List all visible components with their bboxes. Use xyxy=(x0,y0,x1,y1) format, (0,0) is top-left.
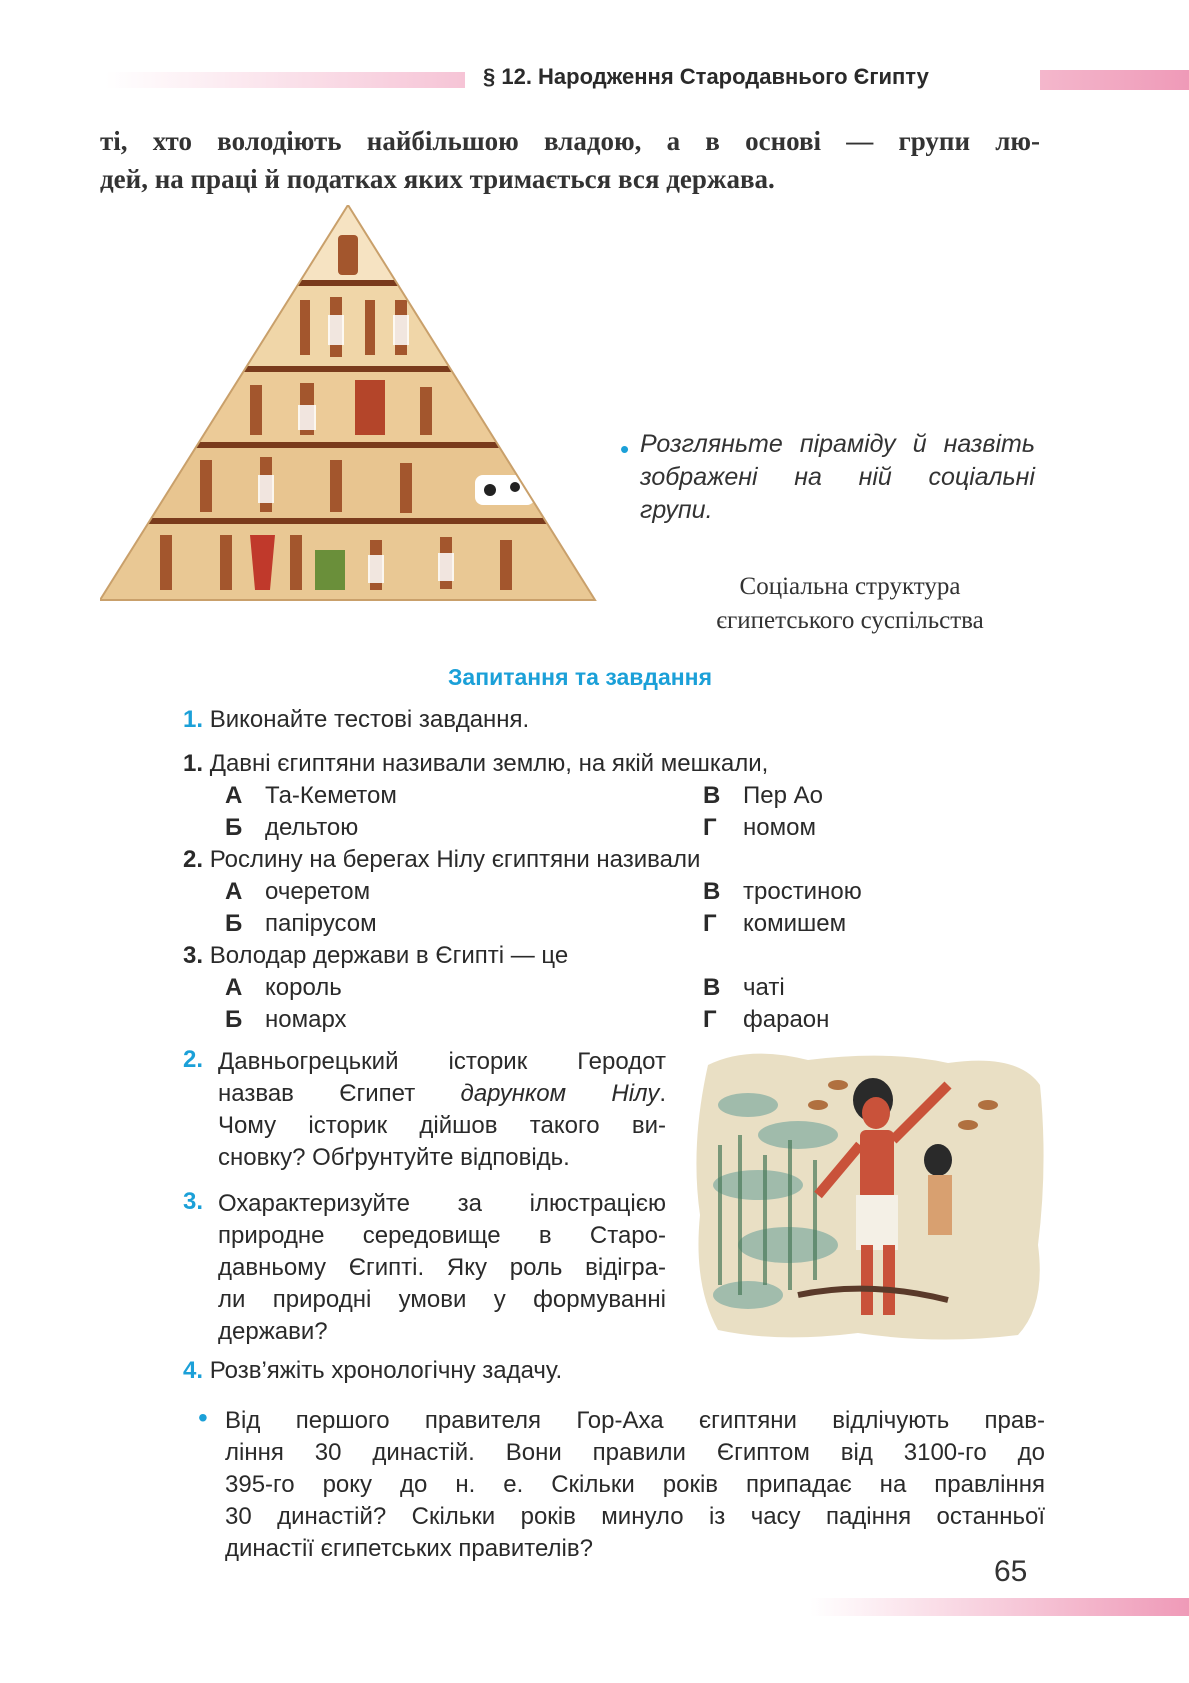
problem-line: династії єгипетських правителів? xyxy=(225,1535,593,1562)
option-text: очеретом xyxy=(265,878,371,905)
option-letter: В xyxy=(703,782,721,809)
problem-line: Від першого правителя Гор-Аха єгиптяни відлічують прав- xyxy=(225,1407,1045,1434)
answer-option xyxy=(225,908,377,940)
option-letter: Г xyxy=(703,814,717,841)
footer-decor-bar xyxy=(810,1598,1189,1616)
intro-paragraph xyxy=(100,122,1040,198)
option-text: номарх xyxy=(265,1006,347,1033)
task-line-emphasis: дарунком Нілу xyxy=(460,1080,660,1107)
problem-line: 395-го року до н. е. Скільки років припадає на правління xyxy=(225,1471,1045,1498)
answer-option xyxy=(703,876,862,908)
figure-prompt xyxy=(620,428,1035,527)
question-text: Давні єгиптяни називали землю, на якій мешкали, xyxy=(209,750,769,777)
option-letter: Г xyxy=(703,1006,717,1033)
task-line-text: . xyxy=(659,1080,666,1107)
answer-option xyxy=(225,812,358,844)
option-letter: Г xyxy=(703,910,717,937)
option-text: номом xyxy=(743,814,816,841)
questions-section-title: Запитання та завдання xyxy=(448,664,712,690)
task-3 xyxy=(218,1188,666,1348)
answer-option xyxy=(225,876,370,908)
option-text: комишем xyxy=(743,910,847,937)
answer-option xyxy=(703,1004,829,1036)
question-text: Володар держави в Єгипті — це xyxy=(209,942,569,969)
figure-caption xyxy=(655,570,1045,638)
task-line: ли природні умови у формуванні xyxy=(218,1286,666,1313)
task-line: Охарактеризуйте за ілюстрацією xyxy=(218,1190,666,1217)
answer-option xyxy=(225,972,342,1004)
option-letter: А xyxy=(225,974,243,1001)
task-line: сновку? Обґрунтуйте відповідь. xyxy=(218,1144,570,1171)
task-4 xyxy=(183,1355,562,1387)
option-text: Пер Ао xyxy=(743,782,823,809)
answer-option xyxy=(703,908,846,940)
option-text: папірусом xyxy=(265,910,377,937)
option-letter: Б xyxy=(225,814,243,841)
option-letter: В xyxy=(703,878,721,905)
option-text: тростиною xyxy=(743,878,862,905)
problem-line: 30 династій? Скільки років минуло із часу падіння останньої xyxy=(225,1503,1045,1530)
section-header-title: § 12. Народження Стародавнього Єгипту xyxy=(483,64,929,89)
test-question xyxy=(183,748,768,780)
question-number: 3. xyxy=(183,942,204,969)
answer-option xyxy=(703,780,823,812)
task-2 xyxy=(218,1046,666,1174)
answer-option xyxy=(703,812,816,844)
bullet-icon: • xyxy=(620,434,630,464)
test-question xyxy=(183,940,568,972)
answer-option xyxy=(225,780,397,812)
egyptian-fresco-illustration xyxy=(688,1045,1048,1345)
intro-line: дей, на праці й податках яких тримається вся держава. xyxy=(100,164,775,194)
caption-line: Соціальна структура xyxy=(739,573,961,600)
task-line: держави? xyxy=(218,1318,328,1345)
page-number: 65 xyxy=(994,1555,1028,1588)
prompt-line: групи. xyxy=(640,496,713,524)
option-text: дельтою xyxy=(265,814,359,841)
social-pyramid-illustration xyxy=(100,205,640,645)
task-line: Давньогрецький історик Геродот xyxy=(218,1048,666,1075)
chronology-problem xyxy=(225,1405,1045,1565)
question-text: Рослину на берегах Нілу єгиптяни називали xyxy=(209,846,701,873)
task-text: Виконайте тестові завдання. xyxy=(209,706,530,733)
option-letter: Б xyxy=(225,1006,243,1033)
test-question xyxy=(183,844,700,876)
task-number: 1. xyxy=(183,706,204,733)
task-text: Розв’яжіть хронологічну задачу. xyxy=(209,1357,563,1384)
question-number: 1. xyxy=(183,750,204,777)
task-number: 3. xyxy=(183,1188,204,1215)
option-text: король xyxy=(265,974,342,1001)
task-number: 4. xyxy=(183,1357,204,1384)
task-line: давньому Єгипті. Яку роль відігра- xyxy=(218,1254,666,1281)
option-letter: В xyxy=(703,974,721,1001)
option-text: фараон xyxy=(743,1006,830,1033)
task-number: 2. xyxy=(183,1046,204,1073)
intro-line: ті, хто володіють найбільшою владою, а в основі — групи лю- xyxy=(100,126,1040,156)
header-decor-bar-right xyxy=(1040,70,1189,90)
option-letter: Б xyxy=(225,910,243,937)
caption-line: єгипетського суспільства xyxy=(716,607,984,634)
problem-line: ління 30 династій. Вони правили Єгиптом від 3100-го до xyxy=(225,1439,1045,1466)
bullet-icon: • xyxy=(198,1402,208,1433)
task-1 xyxy=(183,704,529,736)
task-line xyxy=(218,1078,666,1110)
option-letter: А xyxy=(225,878,243,905)
task-line: Чому історик дійшов такого ви- xyxy=(218,1112,666,1139)
prompt-line: Розгляньте піраміду й назвіть xyxy=(640,430,1035,458)
option-text: чаті xyxy=(743,974,785,1001)
answer-option xyxy=(225,1004,347,1036)
option-letter: А xyxy=(225,782,243,809)
task-line: природне середовище в Старо- xyxy=(218,1222,666,1249)
task-line-text: назвав Єгипет xyxy=(218,1080,461,1107)
question-number: 2. xyxy=(183,846,204,873)
prompt-line: зображені на ній соціальні xyxy=(640,463,1035,491)
answer-option xyxy=(703,972,785,1004)
header-decor-bar-left xyxy=(105,72,465,88)
option-text: Та-Кеметом xyxy=(265,782,397,809)
